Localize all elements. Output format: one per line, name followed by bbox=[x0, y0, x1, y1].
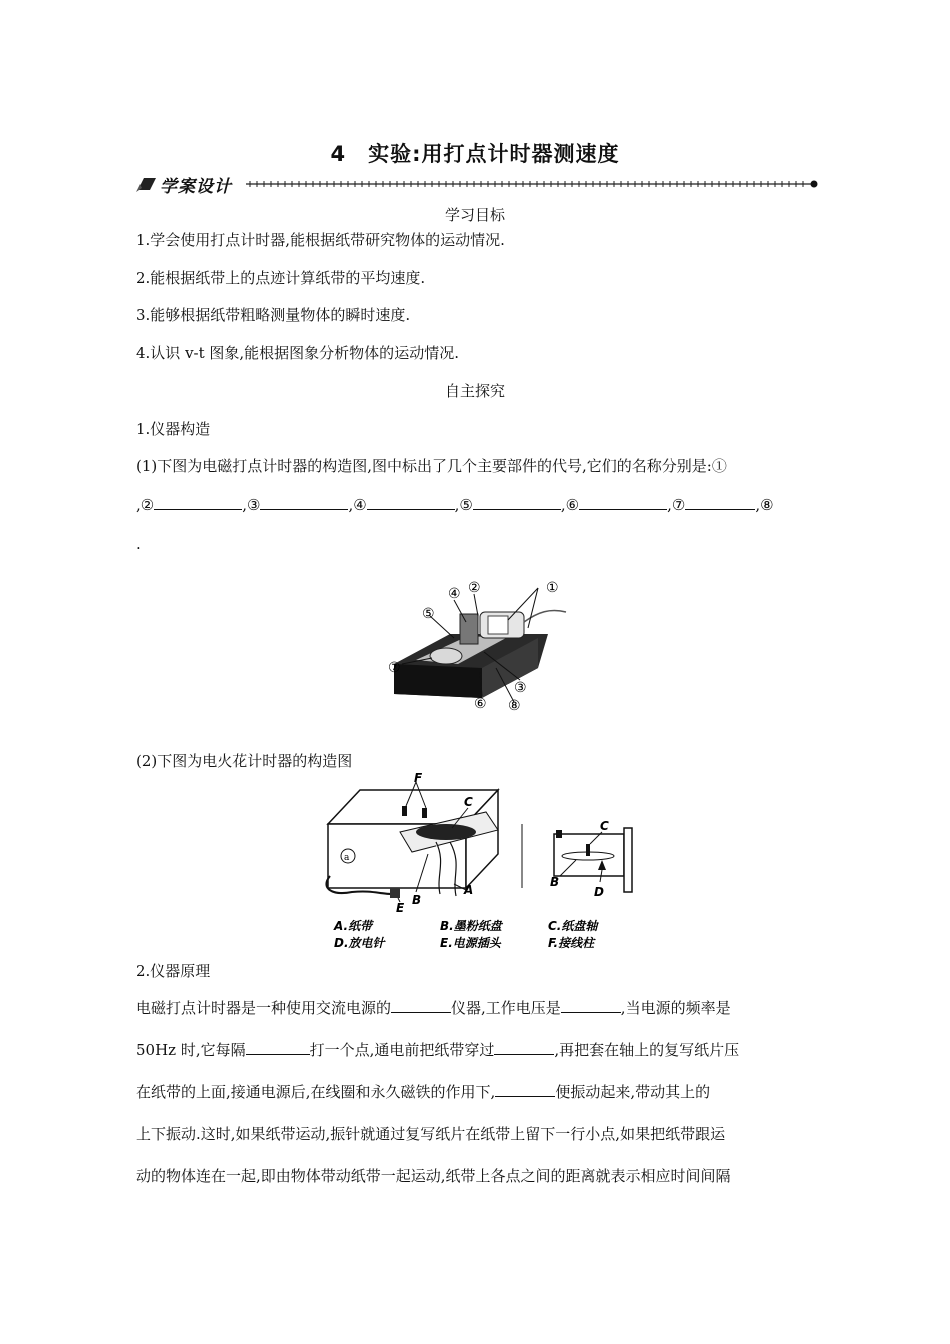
principle-text: 电磁打点计时器是一种使用交流电源的 bbox=[136, 999, 392, 1017]
electromagnetic-timer-figure bbox=[388, 572, 568, 712]
fig2-legend-A: A.纸带 bbox=[334, 919, 373, 933]
fig1-label-4: ④ bbox=[448, 586, 461, 602]
principle-line bbox=[136, 1081, 710, 1102]
explore-heading: 自主探究 bbox=[444, 382, 505, 400]
answer-blank[interactable] bbox=[579, 495, 667, 510]
objective-item: 3.能够根据纸带粗略测量物体的瞬时速度. bbox=[136, 306, 411, 324]
principle-line bbox=[136, 1039, 739, 1060]
question-1-text: (1)下图为电磁打点计时器的构造图,图中标出了几个主要部件的代号,它们的名称分别是:① bbox=[136, 457, 727, 475]
blank-label: ,② bbox=[136, 496, 155, 514]
principle-text: 仪器,工作电压是 bbox=[451, 999, 561, 1017]
principle-text: 便振动起来,带动其上的 bbox=[555, 1083, 711, 1101]
question-1-blanks bbox=[136, 495, 774, 514]
answer-blank[interactable] bbox=[391, 998, 451, 1013]
principle-line bbox=[136, 997, 731, 1018]
subsection-structure: 1.仪器构造 bbox=[136, 420, 211, 438]
fig2-legend-E: E.电源插头 bbox=[440, 936, 501, 950]
spark-timer-figure bbox=[316, 772, 636, 956]
principle-line: 上下振动.这时,如果纸带运动,振针就通过复写纸片在纸带上留下一行小点,如果把纸带跟运 bbox=[136, 1125, 726, 1143]
fig2-letter-A: A bbox=[464, 883, 474, 897]
fig1-label-5: ⑤ bbox=[422, 606, 435, 622]
objective-item: 4.认识 v-t 图象,能根据图象分析物体的运动情况. bbox=[136, 344, 459, 362]
objective-item: 1.学会使用打点计时器,能根据纸带研究物体的运动情况. bbox=[136, 231, 505, 249]
answer-blank[interactable] bbox=[561, 998, 621, 1013]
principle-text: 50Hz 时,它每隔 bbox=[136, 1041, 246, 1059]
fig2-legend-C: C.纸盘轴 bbox=[548, 919, 598, 933]
principle-text: 在纸带的上面,接通电源后,在线圈和永久磁铁的作用下, bbox=[136, 1083, 496, 1101]
fig2-letter-F: F bbox=[414, 772, 423, 785]
blank-label: ,⑥ bbox=[560, 496, 580, 514]
answer-blank[interactable] bbox=[367, 495, 455, 510]
principle-line: 动的物体连在一起,即由物体带动纸带一起运动,纸带上各点之间的距离就表示相应时间间隔 bbox=[136, 1167, 731, 1185]
fig2-legend-D: D.放电针 bbox=[334, 936, 385, 950]
principle-text: ,再把套在轴上的复写纸片压 bbox=[554, 1041, 740, 1059]
fig2-letter-B-right: B bbox=[550, 875, 560, 889]
banner-label: 学案设计 bbox=[160, 177, 232, 197]
page-title: 4 实验:用打点计时器测速度 bbox=[330, 142, 620, 166]
answer-blank[interactable] bbox=[495, 1082, 555, 1097]
fig2-letter-C: C bbox=[464, 795, 473, 809]
banner-dotted-line bbox=[244, 172, 820, 196]
fig1-label-6: ⑥ bbox=[474, 696, 487, 712]
principle-text: ,当电源的频率是 bbox=[620, 999, 731, 1017]
answer-blank[interactable] bbox=[473, 495, 561, 510]
principle-text: 打一个点,通电前把纸带穿过 bbox=[309, 1041, 495, 1059]
objective-item: 2.能根据纸带上的点迹计算纸带的平均速度. bbox=[136, 269, 426, 287]
fig2-legend-B: B.墨粉纸盘 bbox=[440, 919, 502, 933]
blank-label: ,⑦ bbox=[667, 496, 686, 514]
blank-label: ,③ bbox=[242, 496, 261, 514]
fig2-letter-B: B bbox=[412, 893, 422, 907]
answer-blank[interactable] bbox=[246, 1040, 310, 1055]
answer-blank[interactable] bbox=[685, 495, 755, 510]
fig1-label-2: ② bbox=[468, 580, 481, 596]
fig2-letter-E: E bbox=[396, 901, 405, 915]
fig2-letter-C-right: C bbox=[600, 819, 609, 833]
fig1-label-3: ③ bbox=[514, 680, 527, 696]
answer-blank[interactable] bbox=[260, 495, 348, 510]
svg-text:a: a bbox=[344, 853, 350, 863]
answer-blank[interactable] bbox=[154, 495, 242, 510]
blank-label: ,⑧ bbox=[755, 496, 774, 514]
fig1-label-7: ⑦ bbox=[388, 660, 401, 676]
blank-label: ,④ bbox=[348, 496, 367, 514]
fig2-legend-F: F.接线柱 bbox=[548, 936, 595, 950]
section-banner bbox=[136, 172, 820, 196]
question-1-end: . bbox=[136, 535, 141, 553]
fig1-label-1: ① bbox=[546, 580, 559, 596]
answer-blank[interactable] bbox=[494, 1040, 554, 1055]
blank-label: ,⑤ bbox=[454, 496, 473, 514]
fig2-letter-D: D bbox=[594, 885, 604, 899]
objectives-heading: 学习目标 bbox=[444, 206, 505, 224]
pencil-icon bbox=[136, 174, 158, 192]
question-2-text: (2)下图为电火花计时器的构造图 bbox=[136, 752, 353, 770]
fig1-label-8: ⑧ bbox=[508, 698, 521, 712]
subsection-principle: 2.仪器原理 bbox=[136, 962, 211, 980]
